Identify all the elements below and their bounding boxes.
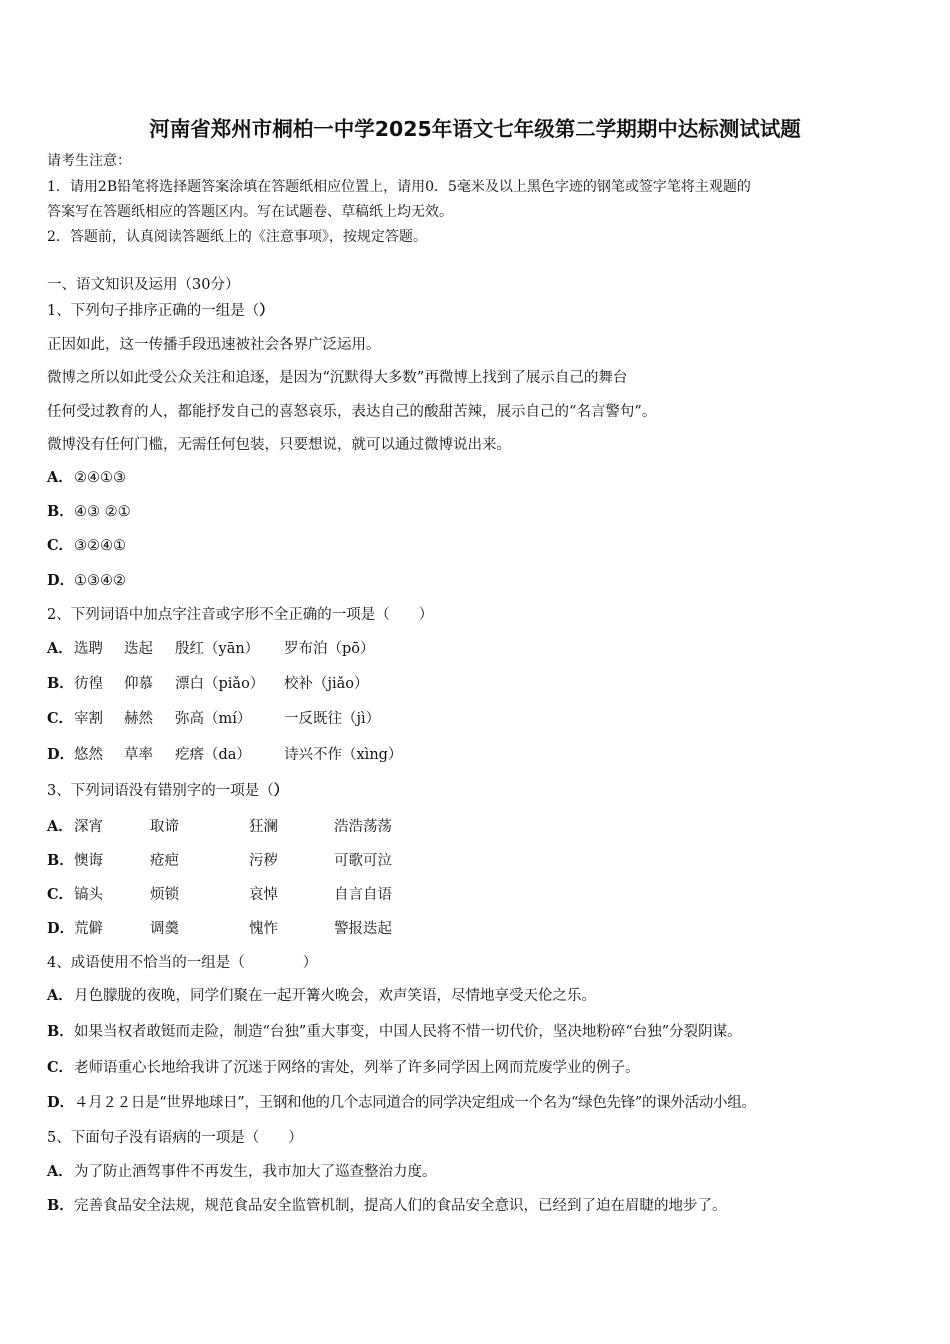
q2-b-item-1: 彷徨 xyxy=(74,676,103,692)
q5-option-a xyxy=(47,1163,437,1181)
q3-c-item-3: 哀悼 xyxy=(249,887,278,903)
option-label: A． xyxy=(47,818,73,835)
question-5-stem: 5、下面句子没有语病的一项是（ ） xyxy=(47,1130,303,1146)
q3-d-item-1: 荒僻 xyxy=(74,921,103,937)
q3-b-item-1: 懊诲 xyxy=(74,853,103,869)
q3-c-item-4: 自言自语 xyxy=(334,887,392,903)
notice-heading: 请考生注意： xyxy=(47,153,131,169)
question-1-stem-close: ） xyxy=(259,302,274,319)
question-2-stem: 2、下列词语中加点字注音或字形不全正确的一项是（ ） xyxy=(47,607,434,623)
option-label: B． xyxy=(47,503,74,520)
question-4-stem: 4、成语使用不恰当的一组是（ ） xyxy=(47,955,318,971)
q2-d-item-2: 草率 xyxy=(124,747,153,763)
q3-b-item-3: 污秽 xyxy=(249,853,278,869)
q3-option-b xyxy=(47,852,74,870)
option-label: C． xyxy=(47,1059,74,1076)
q1-sentence-2: 微博之所以如此受公众关注和追逐，是因为“沉默得大多数”再微博上找到了展示自己的舞台 xyxy=(47,370,628,386)
option-label: A． xyxy=(47,987,73,1004)
q4-option-b xyxy=(47,1023,742,1041)
option-label: D． xyxy=(47,920,75,937)
q3-c-item-2: 烦锁 xyxy=(150,887,179,903)
q1-sentence-4: 微博没有任何门槛，无需任何包装，只要想说，就可以通过微博说出来。 xyxy=(47,437,511,453)
section-heading: 一、语文知识及运用（30分） xyxy=(47,277,240,293)
option-text: 如果当权者敢铤而走险，制造“台独”重大事变，中国人民将不惜一切代价，坚决地粉碎“台独”分裂阴谋。 xyxy=(74,1024,742,1040)
option-text: 月色朦胧的夜晚，同学们聚在一起开篝火晚会，欢声笑语，尽情地享受天伦之乐。 xyxy=(74,988,596,1004)
option-text: ４月２２日是“世界地球日”，王钢和他的几个志同道合的同学决定组成一个名为“绿色先锋”的课外活动小组。 xyxy=(74,1095,756,1111)
q1-option-d xyxy=(47,572,126,590)
option-label: D． xyxy=(47,572,75,589)
notice-line-2: 答案写在答题纸相应的答题区内。写在试题卷、草稿纸上均无效。 xyxy=(47,204,453,220)
q3-a-item-3: 狂澜 xyxy=(249,819,278,835)
option-text: 完善食品安全法规，规范食品安全监管机制，提高人们的食品安全意识，已经到了迫在眉睫的地步了。 xyxy=(74,1198,727,1214)
option-text: ④③ ②① xyxy=(74,504,131,520)
question-3-stem-close: ） xyxy=(273,782,289,799)
q4-option-d xyxy=(47,1094,756,1112)
q3-b-item-2: 疮疤 xyxy=(150,853,179,869)
option-label: D． xyxy=(47,1094,75,1111)
option-label: C． xyxy=(47,710,74,727)
q2-option-a xyxy=(47,640,74,658)
q1-option-b xyxy=(47,503,131,521)
page-title: 河南省郑州市桐柏一中学2025年语文七年级第二学期期中达标测试试题 xyxy=(149,117,801,141)
question-1-stem xyxy=(47,302,274,320)
q3-d-item-4: 警报迭起 xyxy=(334,921,392,937)
question-3-stem-text: 3、下列词语没有错别字的一项是（ xyxy=(47,783,274,799)
option-label: A． xyxy=(47,640,73,657)
q2-b-item-2: 仰慕 xyxy=(124,676,153,692)
q3-a-item-2: 取谛 xyxy=(150,819,179,835)
q2-a-item-1: 选聘 xyxy=(74,641,103,657)
option-label: A． xyxy=(47,469,73,486)
option-label: B． xyxy=(47,675,74,692)
option-label: C． xyxy=(47,537,74,554)
q2-b-item-4: 校补（jiǎo） xyxy=(284,676,369,692)
q3-d-item-3: 愧怍 xyxy=(249,921,278,937)
q3-a-item-1: 深宵 xyxy=(74,819,103,835)
q3-c-item-1: 镐头 xyxy=(74,887,103,903)
q2-d-item-4: 诗兴不作（xìng） xyxy=(284,747,403,763)
q3-option-a xyxy=(47,818,74,836)
q2-b-item-3: 漂白（piǎo） xyxy=(175,676,265,692)
q4-option-c xyxy=(47,1059,640,1077)
option-label: A． xyxy=(47,1163,73,1180)
q2-a-item-3: 殷红（yān） xyxy=(175,641,260,657)
question-1-stem-text: 1、下列句子排序正确的一组是（ xyxy=(47,303,260,319)
q1-sentence-3: 任何受过教育的人，都能抒发自己的喜怒哀乐，表达自己的酸甜苦辣，展示自己的“名言警句”。 xyxy=(47,404,657,420)
q2-d-item-3: 疙瘩（da） xyxy=(175,747,251,763)
notice-line-1: 1．请用2B铅笔将选择题答案涂填在答题纸相应位置上，请用0．5毫米及以上黑色字迹的钢笔或签字笔将主观题的 xyxy=(47,179,751,195)
notice-line-3: 2．答题前，认真阅读答题纸上的《注意事项》，按规定答题。 xyxy=(47,229,427,245)
option-label: B． xyxy=(47,852,74,869)
q2-c-item-4: 一反既往（jì） xyxy=(284,711,381,727)
q3-d-item-2: 调羹 xyxy=(150,921,179,937)
q1-sentence-1: 正因如此，这一传播手段迅速被社会各界广泛运用。 xyxy=(47,337,381,353)
q3-a-item-4: 浩浩荡荡 xyxy=(334,819,392,835)
option-label: B． xyxy=(47,1197,74,1214)
q3-option-c xyxy=(47,886,74,904)
q4-option-a xyxy=(47,987,596,1005)
option-label: D． xyxy=(47,746,75,763)
q2-a-item-4: 罗布泊（pō） xyxy=(284,641,375,657)
q3-option-d xyxy=(47,920,74,938)
option-label: C． xyxy=(47,886,74,903)
q2-option-d xyxy=(47,746,74,764)
q2-c-item-1: 宰割 xyxy=(74,711,103,727)
q2-c-item-3: 弥高（mí） xyxy=(175,711,252,727)
q5-option-b xyxy=(47,1197,727,1215)
option-text: 老师语重心长地给我讲了沉迷于网络的害处，列举了许多同学因上网而荒废学业的例子。 xyxy=(74,1060,640,1076)
option-text: ②④①③ xyxy=(74,470,126,486)
option-text: 为了防止酒驾事件不再发生，我市加大了巡查整治力度。 xyxy=(74,1164,437,1180)
option-text: ①③④② xyxy=(74,573,126,589)
option-text: ③②④① xyxy=(74,538,126,554)
q2-option-b xyxy=(47,675,74,693)
q2-c-item-2: 赫然 xyxy=(124,711,153,727)
q1-option-a xyxy=(47,469,126,487)
q3-b-item-4: 可歌可泣 xyxy=(334,853,392,869)
q2-a-item-2: 迭起 xyxy=(124,641,153,657)
option-label: B． xyxy=(47,1023,74,1040)
q2-d-item-1: 悠然 xyxy=(74,747,103,763)
q1-option-c xyxy=(47,537,126,555)
question-3-stem xyxy=(47,782,288,800)
q2-option-c xyxy=(47,710,74,728)
